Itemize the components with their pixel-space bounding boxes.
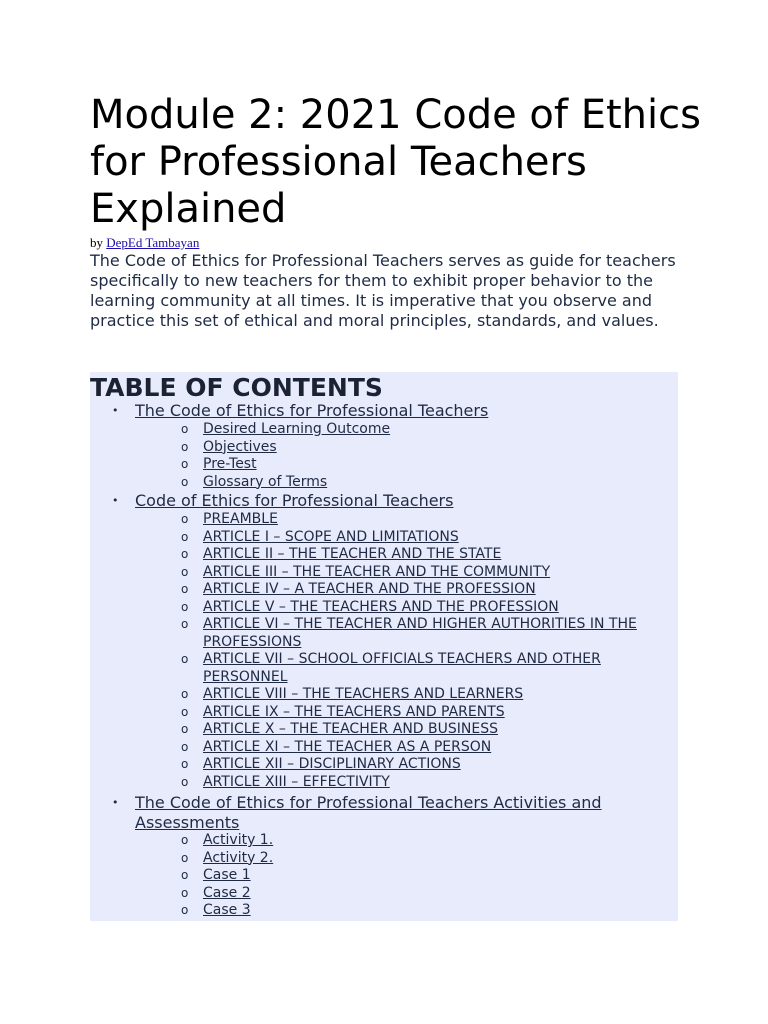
toc-item-link[interactable]: PREAMBLE	[203, 511, 278, 527]
toc-item-link[interactable]: ARTICLE I – SCOPE AND LIMITATIONS	[203, 528, 459, 545]
author-link[interactable]: DepEd Tambayan	[106, 235, 200, 250]
sub-bullet-icon: o	[181, 652, 189, 666]
sub-bullet-icon: o	[181, 529, 189, 544]
toc-item-link[interactable]: Case 1	[203, 867, 251, 883]
sub-bullet-icon: o	[181, 774, 189, 789]
sub-bullet-icon: o	[181, 833, 189, 847]
sub-bullet-icon: o	[181, 474, 189, 489]
sub-bullet-icon: o	[181, 885, 189, 900]
toc-item-link[interactable]: Glossary of Terms	[203, 473, 328, 490]
sub-bullet-icon: o	[181, 903, 189, 917]
toc-item-link[interactable]: Pre-Test	[203, 456, 257, 472]
bullet-icon: •	[112, 796, 119, 809]
toc-item-link[interactable]: ARTICLE III – THE TEACHER AND THE COMMUNITY	[203, 563, 551, 580]
sub-bullet-icon: o	[181, 599, 189, 614]
toc-item-link[interactable]: ARTICLE VI – THE TEACHER AND HIGHER AUTHORITIES IN THE PROFESSIONS	[203, 616, 637, 650]
toc-item-link[interactable]: ARTICLE VIII – THE TEACHERS AND LEARNERS	[203, 686, 524, 702]
toc-item-link[interactable]: ARTICLE XI – THE TEACHER AS A PERSON	[203, 738, 492, 755]
sub-bullet-icon: o	[181, 422, 189, 436]
toc-item-link[interactable]: Activity 2.	[203, 849, 274, 866]
sub-bullet-icon: o	[181, 739, 189, 754]
toc-item-link[interactable]: ARTICLE X – THE TEACHER AND BUSINESS	[203, 721, 498, 737]
sub-bullet-icon: o	[181, 704, 189, 719]
toc-item-link[interactable]: ARTICLE IV – A TEACHER AND THE PROFESSION	[203, 581, 536, 597]
toc-item-link[interactable]: ARTICLE XII – DISCIPLINARY ACTIONS	[203, 756, 461, 772]
sub-bullet-icon: o	[181, 687, 189, 701]
sub-bullet-icon: o	[181, 757, 189, 771]
sub-bullet-icon: o	[181, 547, 189, 561]
toc-section-link[interactable]: Code of Ethics for Professional Teachers	[135, 491, 454, 510]
sub-bullet-icon: o	[181, 722, 189, 736]
sub-bullet-icon: o	[181, 850, 189, 865]
toc-item-link[interactable]: Case 3	[203, 902, 251, 918]
bullet-icon: •	[112, 494, 119, 507]
toc-item-link[interactable]: ARTICLE VII – SCHOOL OFFICIALS TEACHERS AND OTHER PERSONNEL	[203, 651, 601, 685]
toc-item-link[interactable]: Case 2	[203, 884, 251, 901]
sub-bullet-icon: o	[181, 439, 189, 454]
bullet-icon: •	[112, 404, 119, 417]
byline	[90, 235, 199, 251]
sub-bullet-icon: o	[181, 564, 189, 579]
sub-bullet-icon: o	[181, 868, 189, 882]
sub-bullet-icon: o	[181, 512, 189, 526]
sub-bullet-icon: o	[181, 582, 189, 596]
byline-prefix: by	[90, 235, 103, 250]
sub-bullet-icon: o	[181, 617, 189, 631]
toc-item-link[interactable]: ARTICLE XIII – EFFECTIVITY	[203, 773, 390, 790]
toc-item-link[interactable]: Desired Learning Outcome	[203, 421, 391, 437]
toc-section-link[interactable]: The Code of Ethics for Professional Teachers	[135, 401, 489, 420]
intro-paragraph: The Code of Ethics for Professional Teachers serves as guide for teachers specifically to new teachers for them to exhibit proper behavior to the learning community at all times. It is imperative that you observe and practice this set of ethical and moral principles, standards, and values.	[90, 251, 676, 330]
sub-bullet-icon: o	[181, 457, 189, 471]
toc-section-link[interactable]: The Code of Ethics for Professional Teachers Activities and Assessments	[135, 793, 602, 832]
toc-item-link[interactable]: ARTICLE V – THE TEACHERS AND THE PROFESSION	[203, 598, 559, 615]
page-title: Module 2: 2021 Code of Ethics for Professional Teachers Explained	[90, 92, 701, 232]
toc-item-link[interactable]: Activity 1.	[203, 832, 274, 848]
toc-item-link[interactable]: ARTICLE IX – THE TEACHERS AND PARENTS	[203, 703, 505, 720]
toc-item-link[interactable]: Objectives	[203, 438, 277, 455]
table-of-contents	[90, 372, 678, 921]
toc-heading: TABLE OF CONTENTS	[90, 373, 383, 402]
toc-item-link[interactable]: ARTICLE II – THE TEACHER AND THE STATE	[203, 546, 502, 562]
